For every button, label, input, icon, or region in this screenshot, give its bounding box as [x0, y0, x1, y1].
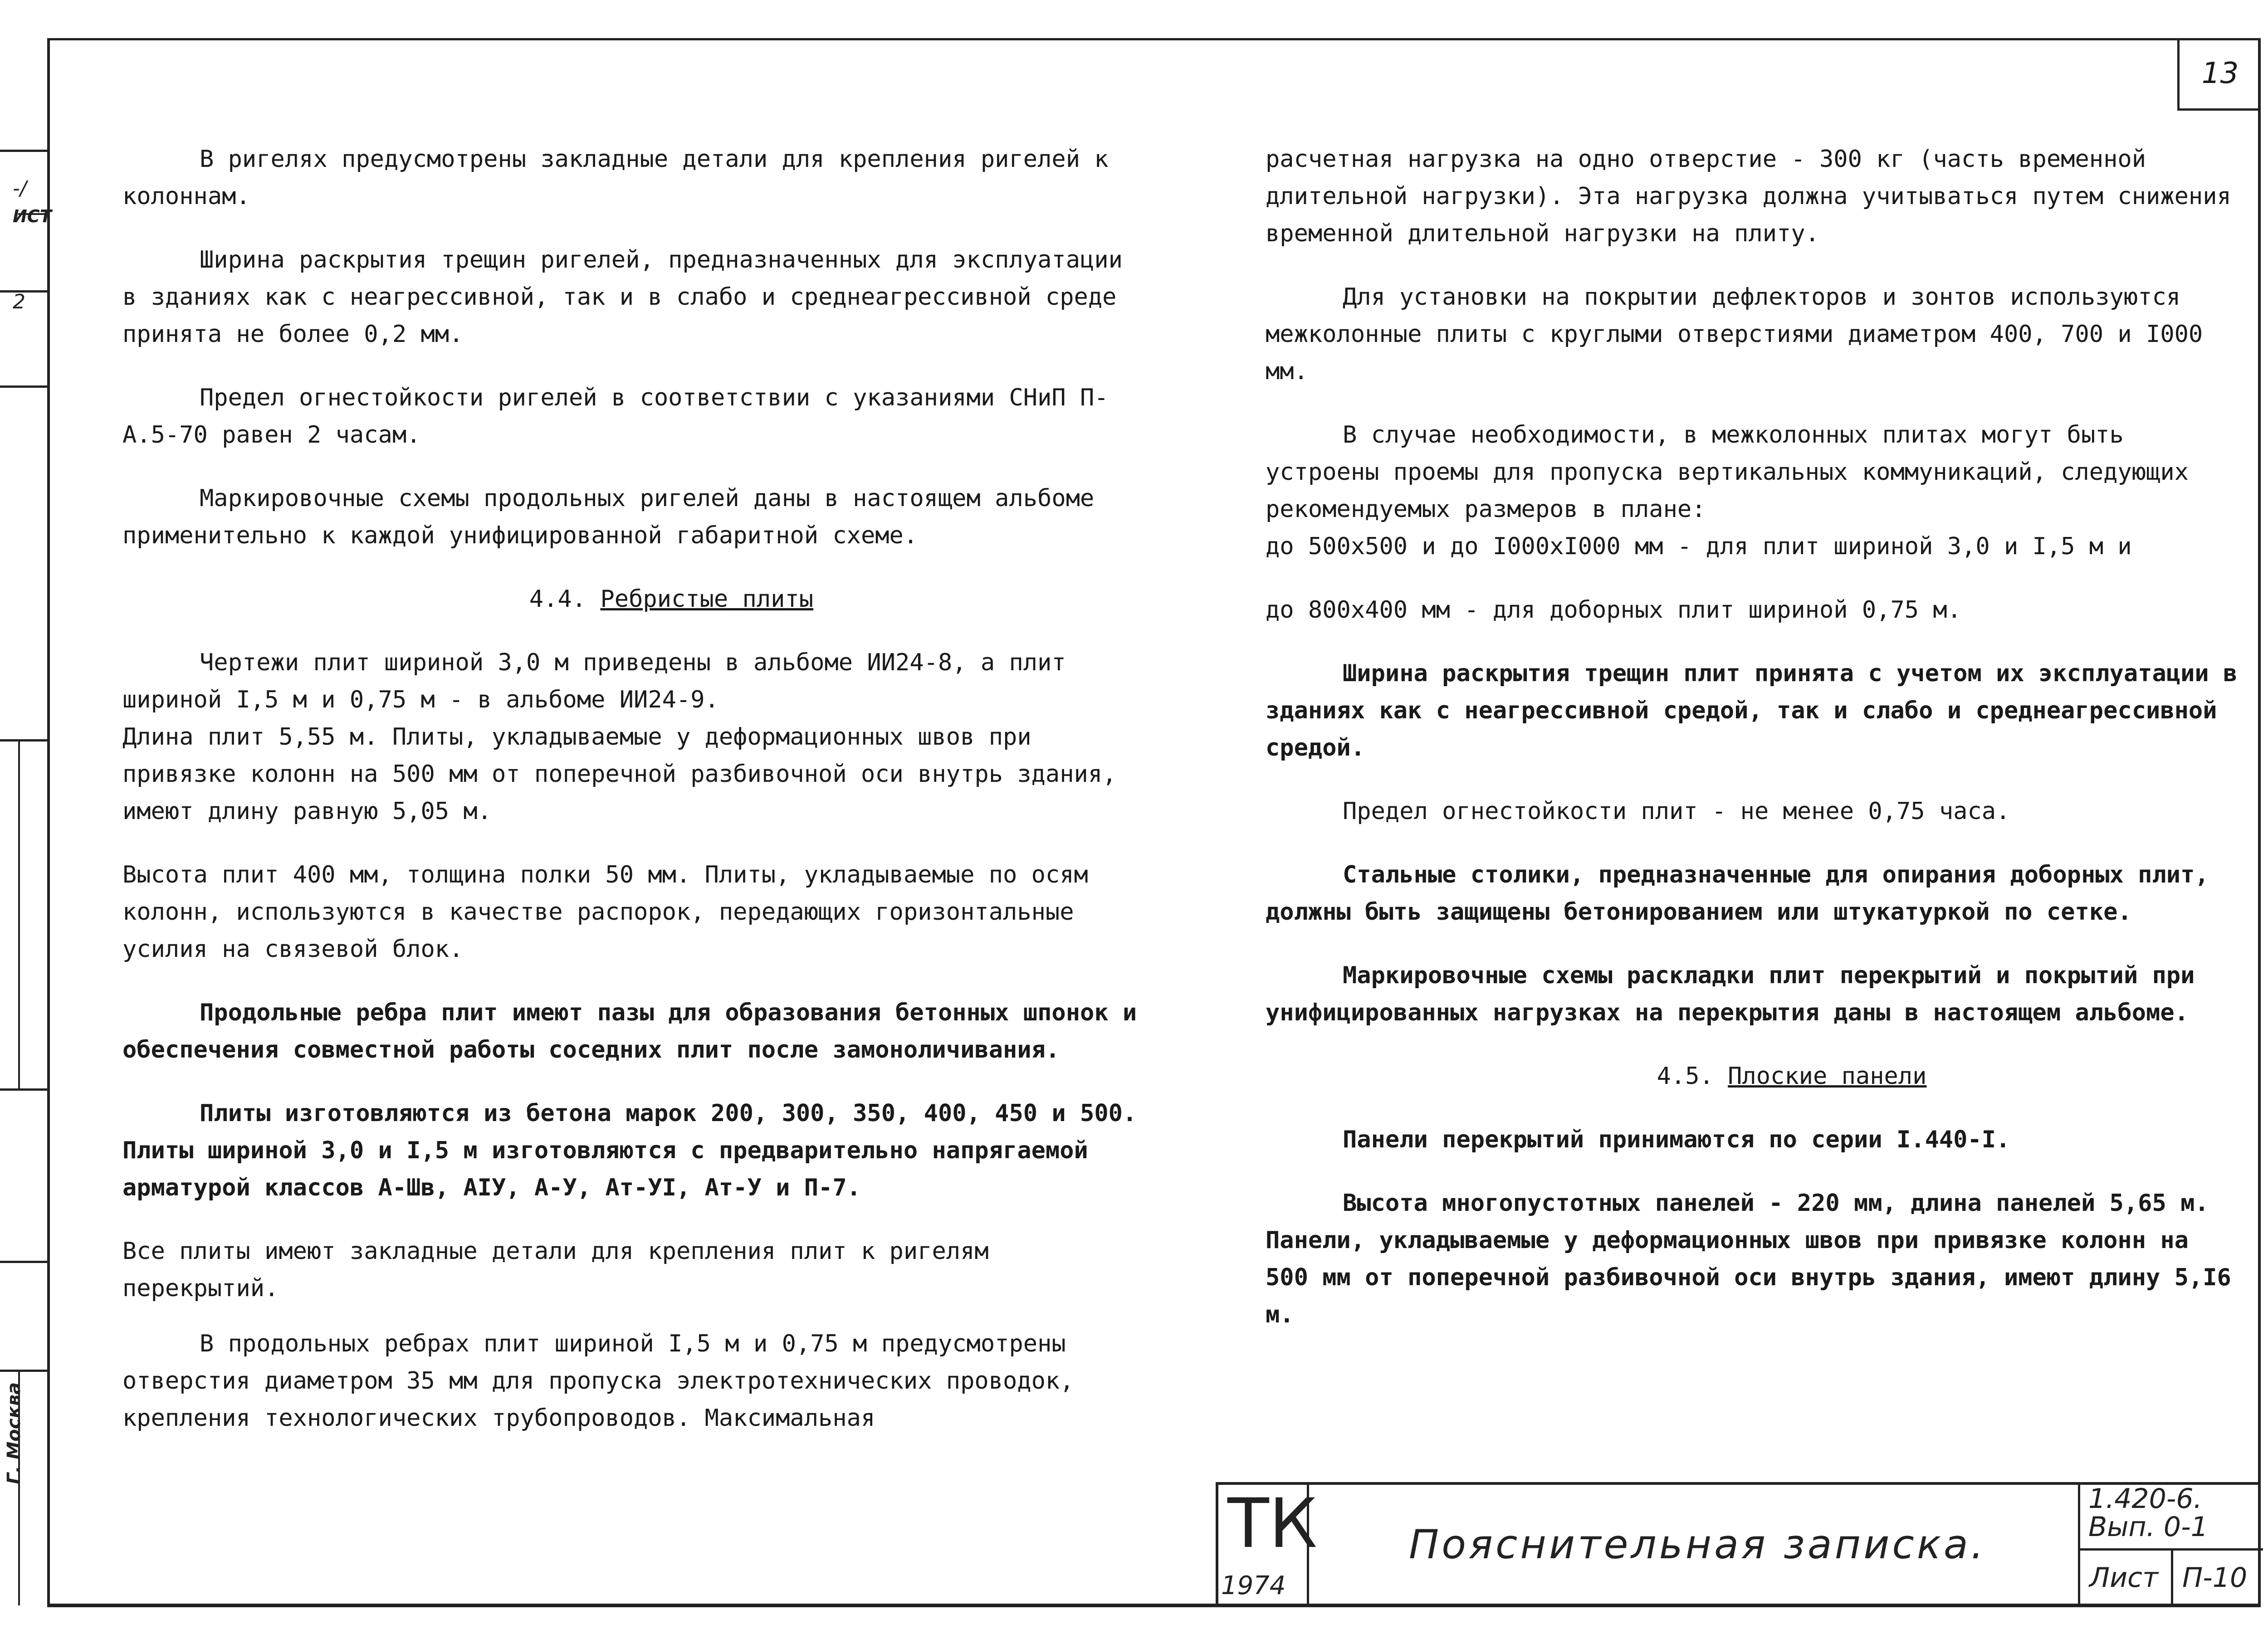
paragraph: Все плиты имеют закладные детали для крепления плит к ригелям перекрытий. — [122, 1238, 989, 1302]
paragraph: Чертежи плит шириной 3,0 м приведены в альбоме ИИ24-8, а плит шириной I,5 м и 0,75 м - в альбоме ИИ24-9. — [122, 649, 1066, 713]
paragraph: Плиты изготовляются из бетона марок 200, 300, 350, 400, 450 и 500. — [200, 1100, 1137, 1127]
heading-number: 4.4. — [529, 585, 587, 613]
margin-mark: 2 — [13, 290, 25, 313]
paragraph: Ширина раскрытия трещин ригелей, предназначенных для эксплуатации в зданиях как с неагрессивной, так и в слабо и среднеагрессивной среде принята не более 0,2 мм. — [122, 246, 1123, 348]
title-block — [1216, 1482, 2261, 1607]
paragraph: Высота многопустотных панелей - 220 мм, длина панелей 5,65 м. Панели, укладываемые у деформационных швов при привязке колонн на 500 мм от поперечной разбивочной оси внутрь здания, имеют длину 5,I6 м. — [1266, 1190, 2231, 1328]
paragraph: Высота плит 400 мм, толщина полки 50 мм. Плиты, укладываемые по осям колонн, используются в качестве распорок, передающих горизонтальные усилия на связевой блок. — [122, 861, 1088, 963]
margin-tick — [0, 739, 47, 741]
tk-logo — [1218, 1484, 1318, 1607]
margin-mark: ИСТ — [13, 206, 52, 226]
paragraph: Предел огнестойкости ригелей в соответствии с указаниями СНиП П-А.5-70 равен 2 часам. — [122, 384, 1109, 449]
margin-tick — [0, 385, 47, 388]
section-heading-4-4 — [122, 580, 1143, 618]
paragraph: Для установки на покрытии дефлекторов и зонтов используются межколонные плиты с круглыми отверстиями диаметром 400, 700 и I000 мм. — [1266, 283, 2203, 385]
margin-tick — [0, 1261, 47, 1263]
paragraph: Продольные ребра плит имеют пазы для образования бетонных шпонок и обеспечения совместной работы соседних плит после замоноличивания. — [122, 999, 1137, 1063]
divider — [2171, 1548, 2173, 1607]
page-number: 13 — [2177, 38, 2261, 111]
sheet-label: Лист — [2089, 1562, 2159, 1594]
paragraph: Предел огнестойкости плит - не менее 0,75 часа. — [1343, 798, 2010, 825]
heading-number: 4.5. — [1657, 1063, 1714, 1090]
margin-tick — [0, 1088, 47, 1091]
logo-text: ТК — [1227, 1484, 1318, 1563]
margin-mark: -/ — [13, 177, 27, 200]
section-heading-4-5 — [1266, 1058, 2241, 1095]
margin-tick — [0, 150, 47, 152]
right-column — [1266, 141, 2241, 1360]
paragraph: Ширина раскрытия трещин плит принята с учетом их эксплуатации в зданиях как с неагрессивной средой, так и слабо и среднеагрессивной средой. — [1266, 660, 2238, 761]
series-line: 1.420-6. — [2088, 1483, 2202, 1515]
margin-line — [18, 739, 20, 1088]
paragraph: до 800х400 мм - для доборных плит шириной 0,75 м. — [1266, 596, 1962, 624]
series-line: Вып. 0-1 — [2088, 1511, 2208, 1543]
paragraph: Маркировочные схемы продольных ригелей даны в настоящем альбоме применительно к каждой унифицированной габаритной схеме. — [122, 485, 1095, 549]
sheet-number: П-10 — [2182, 1562, 2248, 1594]
paragraph: В ригелях предусмотрены закладные детали для крепления ригелей к колоннам. — [122, 146, 1109, 210]
heading-title: Плоские панели — [1728, 1063, 1927, 1090]
document-title: Пояснительная записка. — [1409, 1521, 1986, 1568]
paragraph: Длина плит 5,55 м. Плиты, укладываемые у деформационных швов при привязке колонн на 500 мм от поперечной разбивочной оси внутрь здания, имеют длину равную 5,05 м. — [122, 723, 1117, 825]
margin-city-stamp: Г. Москва — [4, 1382, 24, 1484]
paragraph: Панели перекрытий принимаются по серии I.440-I. — [1343, 1126, 2010, 1153]
paragraph: Плиты шириной 3,0 и I,5 м изготовляются с предварительно напрягаемой арматурой классов А-Шв, АIУ, А-У, Ат-УI, Ат-У и П-7. — [122, 1137, 1088, 1201]
heading-title: Ребристые плиты — [600, 585, 814, 613]
paragraph: В продольных ребрах плит шириной I,5 м и 0,75 м предусмотрены отверстия диаметром 35 мм для пропуска электротехнических проводок, крепления технологических трубопроводов. Максимальная — [122, 1330, 1074, 1432]
paragraph: В случае необходимости, в межколонных плитах могут быть устроены проемы для пропуска вертикальных коммуникаций, следующих рекомендуемых размеров в плане: — [1266, 421, 2189, 523]
logo-year: 1974 — [1221, 1571, 1286, 1600]
paragraph: Маркировочные схемы раскладки плит перекрытий и покрытий при унифицированных нагрузках на перекрытия даны в настоящем альбоме. — [1266, 962, 2195, 1026]
series-code — [2088, 1485, 2208, 1541]
title-block-right — [2078, 1485, 2261, 1607]
paragraph: расчетная нагрузка на одно отверстие - 300 кг (часть временной длительной нагрузки). Эта нагрузка должна учитываться путем снижения временной длительной нагрузки на плиту. — [1266, 146, 2231, 247]
paragraph: до 500х500 и до I000хI000 мм - для плит шириной 3,0 и I,5 м и — [1266, 533, 2132, 560]
left-column — [122, 141, 1143, 1463]
paragraph: Стальные столики, предназначенные для опирания доборных плит, должны быть защищены бетонированием или штукатуркой по сетке. — [1266, 861, 2209, 926]
